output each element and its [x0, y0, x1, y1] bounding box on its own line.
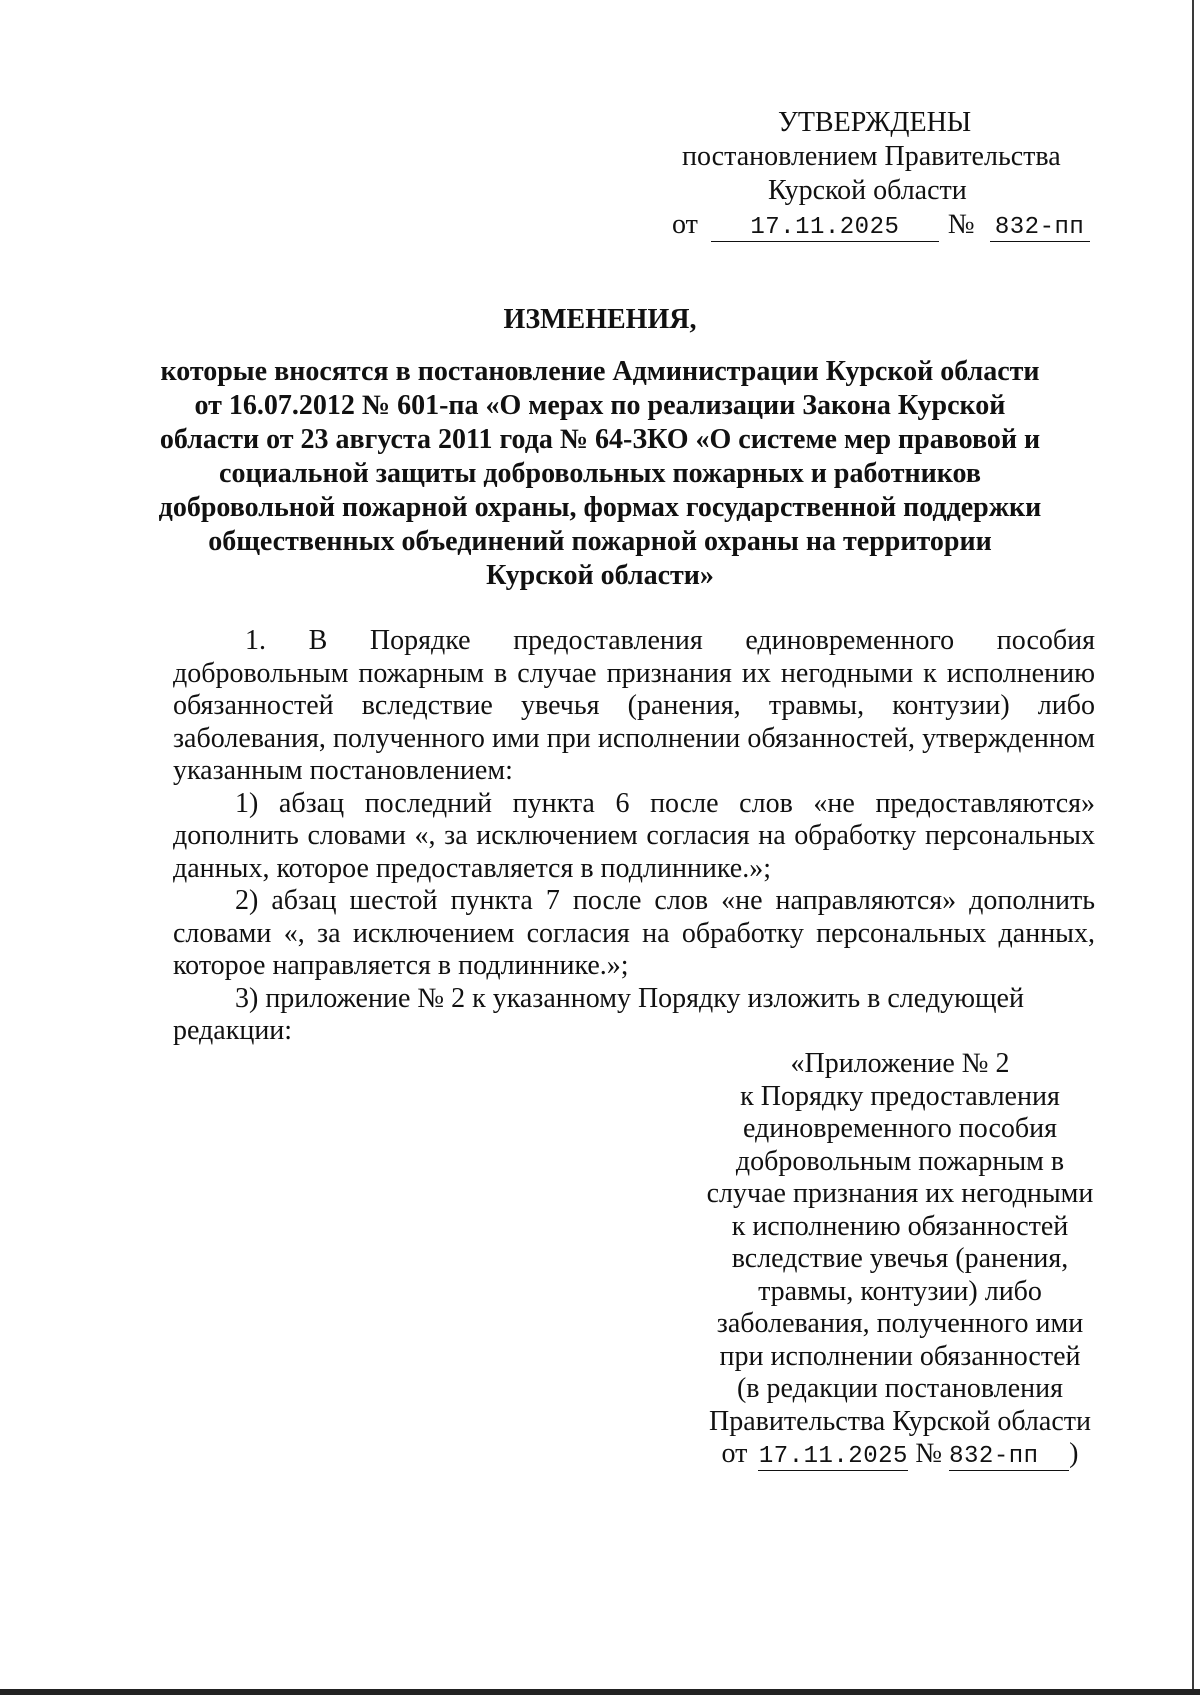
appendix-line: к Порядку предоставления — [740, 1080, 1060, 1112]
appendix-from-label: от — [721, 1438, 748, 1469]
approval-date: 17.11.2025 — [711, 215, 939, 242]
title-line: общественных объединений пожарной охраны на территории — [208, 526, 992, 557]
region-line: Курской области — [768, 175, 967, 206]
appendix-date: 17.11.2025 — [758, 1443, 908, 1470]
appendix-line: вследствие увечья (ранения, — [731, 1243, 1069, 1274]
document-body — [173, 625, 1102, 1048]
title-line: которые вносятся в постановление Администрации Курской области — [160, 356, 1040, 387]
appendix-line: единовременного пособия — [742, 1113, 1058, 1144]
appendix-closing: ) — [1069, 1438, 1079, 1469]
paragraph-item-1: 1) абзац последний пункта 6 после слов «не предоставляются» дополнить словами «, за исключением согласия на обработку персональных данных, которое предоставляется в подлиннике.»; — [173, 787, 1095, 884]
appendix-number: 832-пп — [949, 1444, 1069, 1471]
appendix-line: (в редакции постановления — [736, 1373, 1064, 1404]
appendix-line: случае признания их негодными — [706, 1178, 1094, 1209]
paragraph-item-2: 2) абзац шестой пункта 7 после слов «не направляются» дополнить словами «, за исключением согласия на обработку персональных данных, которое направляется в подлиннике.»; — [173, 885, 1095, 981]
scan-edge-right — [1192, 0, 1194, 1695]
appendix-line: при исполнении обязанностей — [719, 1340, 1081, 1372]
appendix-date-number-line — [690, 1438, 1110, 1471]
title-spacer — [150, 337, 1050, 355]
title-line: добровольной пожарной охраны, формах государственной поддержки — [158, 492, 1042, 523]
approved-by-line: постановлением Правительства — [682, 141, 1061, 172]
appendix-header-block — [690, 1048, 1110, 1471]
appendix-line: травмы, контузии) либо — [758, 1275, 1042, 1307]
title-line: социальной защиты добровольных пожарных и работников — [219, 458, 981, 489]
document-title — [150, 303, 1050, 593]
appendix-line: Правительства Курской области — [709, 1405, 1091, 1437]
appendix-line: добровольным пожарным в — [735, 1145, 1065, 1177]
title-line: области от 23 августа 2011 года № 64-ЗКО «О системе мер правовой и — [159, 424, 1041, 455]
approved-label: УТВЕРЖДЕНЫ — [778, 107, 972, 138]
paragraph-item-3: 3) приложение № 2 к указанному Порядку изложить в следующей редакции: — [173, 982, 1024, 1046]
from-label: от — [672, 209, 698, 240]
approval-number: 832-пп — [990, 215, 1090, 242]
paragraph-1: 1. В Порядке предоставления единовременного пособия добровольным пожарным в случае признания их негодными к исполнению обязанностей вследствие увечья (ранения, травмы, контузии) либо заболевания, полученного ими при исполнении обязанностей, утвержденном указанным постановлением: — [173, 625, 1102, 786]
appendix-line: заболевания, полученного ими — [716, 1308, 1084, 1339]
appendix-line: к исполнению обязанностей — [731, 1210, 1069, 1242]
scan-edge-bottom — [0, 1689, 1200, 1695]
number-label: № — [947, 209, 975, 240]
appendix-number-label: № — [915, 1438, 943, 1469]
approval-date-number-line — [672, 208, 1090, 242]
title-line: Курской области» — [486, 560, 714, 591]
title-line: от 16.07.2012 № 601-па «О мерах по реализации Закона Курской — [194, 390, 1006, 421]
appendix-line: «Приложение № 2 — [790, 1048, 1010, 1079]
title-heading: ИЗМЕНЕНИЯ, — [503, 304, 697, 335]
